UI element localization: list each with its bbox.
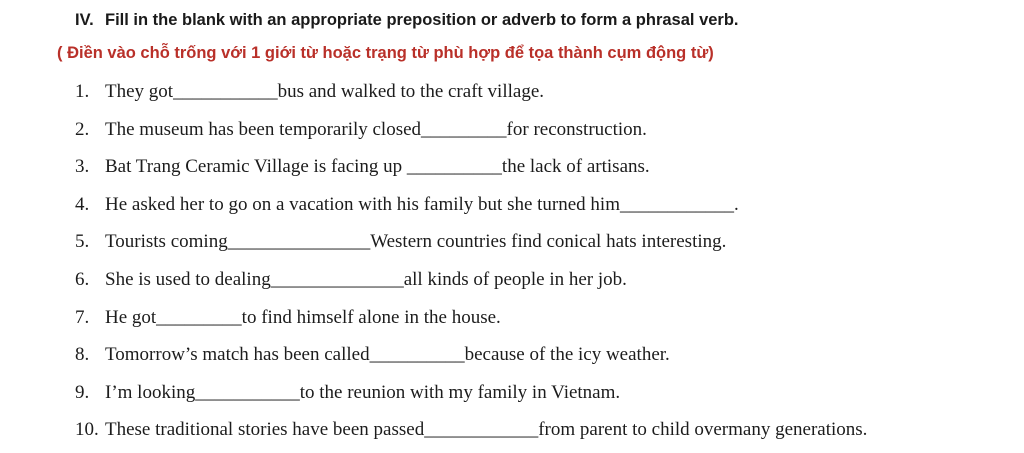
question-text: Tomorrow’s match has been called__________because of the icy weather. bbox=[105, 344, 670, 366]
question-number: 7. bbox=[75, 306, 90, 328]
question-row bbox=[75, 73, 1024, 111]
question-list bbox=[0, 73, 1024, 449]
question-row bbox=[75, 261, 1024, 299]
question-text: He asked her to go on a vacation with his family but she turned him____________. bbox=[105, 193, 739, 215]
question-number: 8. bbox=[75, 344, 90, 366]
question-row bbox=[75, 223, 1024, 261]
question-number: 4. bbox=[75, 193, 90, 215]
question-number: 5. bbox=[75, 231, 90, 253]
question-row bbox=[75, 186, 1024, 224]
question-text: The museum has been temporarily closed_________for reconstruction. bbox=[105, 118, 647, 140]
exercise-title bbox=[75, 9, 1024, 31]
question-row bbox=[75, 336, 1024, 374]
question-text: She is used to dealing______________all kinds of people in her job. bbox=[105, 268, 627, 290]
question-row bbox=[75, 374, 1024, 412]
question-number: 2. bbox=[75, 118, 90, 140]
exercise-subtitle-vietnamese: ( Điền vào chỗ trống với 1 giới từ hoặc trạng từ phù hợp để tọa thành cụm động từ) bbox=[57, 44, 714, 62]
question-row bbox=[75, 111, 1024, 149]
question-text: These traditional stories have been passed____________from parent to child overmany generations. bbox=[105, 419, 868, 441]
question-text: Bat Trang Ceramic Village is facing up __________the lack of artisans. bbox=[105, 156, 650, 178]
question-text: I’m looking___________to the reunion with my family in Vietnam. bbox=[105, 381, 621, 403]
question-number: 3. bbox=[75, 156, 90, 178]
question-row bbox=[75, 299, 1024, 337]
question-number: 9. bbox=[75, 381, 90, 403]
question-row bbox=[75, 148, 1024, 186]
question-row bbox=[75, 411, 1024, 449]
question-text: He got_________to find himself alone in the house. bbox=[105, 306, 501, 328]
question-text: They got___________bus and walked to the craft village. bbox=[105, 81, 545, 102]
question-number: 1. bbox=[75, 81, 90, 102]
exercise-title-text: Fill in the blank with an appropriate preposition or adverb to form a phrasal verb. bbox=[105, 11, 739, 29]
question-number: 10. bbox=[75, 419, 99, 441]
exercise-title-number: IV. bbox=[75, 11, 94, 29]
question-text: Tourists coming_______________Western countries find conical hats interesting. bbox=[105, 231, 727, 253]
question-number: 6. bbox=[75, 268, 90, 290]
